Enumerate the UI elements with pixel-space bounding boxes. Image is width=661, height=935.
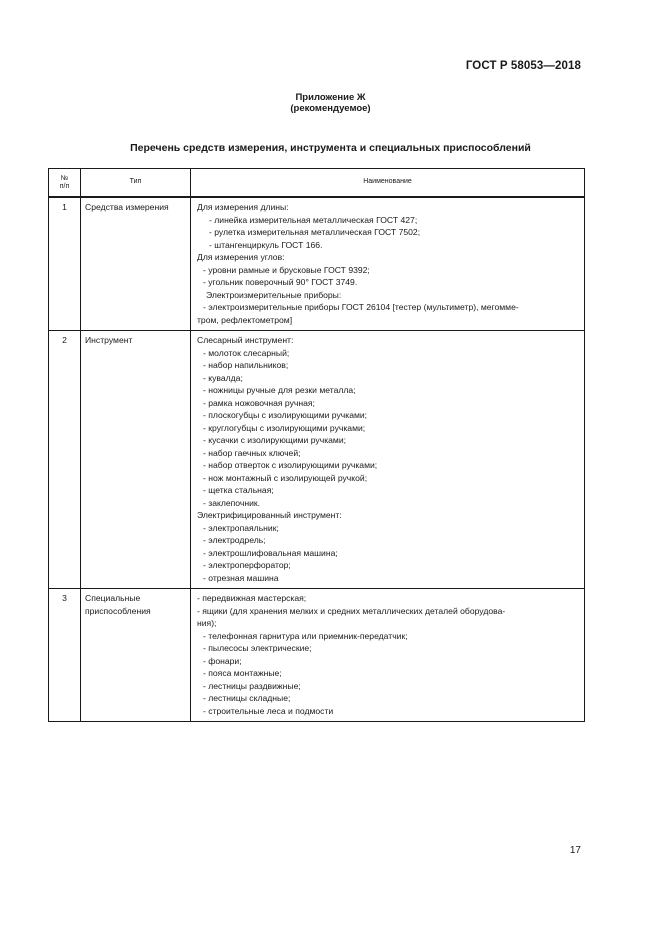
- type-line: Инструмент: [85, 335, 133, 345]
- column-header-number: [49, 169, 81, 198]
- row-items: [191, 197, 585, 331]
- list-item: - кувалда;: [203, 372, 243, 383]
- standard-number: ГОСТ Р 58053—2018: [465, 60, 581, 72]
- row-items: [191, 589, 585, 722]
- list-item: - электроперфоратор;: [203, 560, 291, 570]
- page-title: Перечень средств измерения, инструмента и специальных приспособлений: [130, 142, 531, 154]
- list-item: - набор гаечных ключей;: [203, 447, 301, 458]
- list-item: - штангенциркуль ГОСТ 166.: [209, 239, 323, 250]
- appendix-heading: [0, 92, 661, 114]
- list-item: - лестницы складные;: [203, 693, 291, 703]
- item-heading: Электроизмерительные приборы:: [206, 289, 342, 300]
- column-header-number-line2: п/п: [59, 182, 70, 190]
- list-item: - лестницы раздвижные;: [203, 680, 301, 691]
- table-header-row: [49, 169, 585, 198]
- list-item: - рулетка измерительная металлическая ГОСТ 7502;: [209, 227, 421, 237]
- type-line: Специальные: [85, 593, 141, 603]
- list-item: - рамка ножовочная ручная;: [203, 397, 315, 408]
- table-row: [49, 331, 585, 589]
- type-line: Средства измерения: [85, 202, 169, 212]
- row-number: 3: [49, 589, 81, 722]
- list-item: - заклепочник.: [203, 497, 261, 508]
- list-item: - фонари;: [203, 655, 242, 666]
- list-item: - нож монтажный с изолирующей ручкой;: [203, 472, 368, 483]
- list-item: - пылесосы электрические;: [203, 643, 312, 653]
- type-line: приспособления: [85, 605, 151, 616]
- list-item: - плоскогубцы с изолирующими ручками;: [203, 410, 368, 420]
- list-item: - передвижная мастерская;: [197, 593, 307, 603]
- list-item: - линейка измерительная металлическая ГОСТ 427;: [209, 214, 418, 225]
- row-type: [81, 197, 191, 331]
- list-item: - круглогубцы с изолирующими ручками;: [203, 422, 366, 433]
- list-item-continuation: тром, рефлектометром]: [197, 314, 293, 325]
- list-item: - ножницы ручные для резки металла;: [203, 385, 356, 395]
- item-heading: Для измерения длины:: [197, 202, 289, 212]
- list-item: - ящики (для хранения мелких и средних металлических деталей оборудова-: [197, 605, 506, 616]
- list-item: - электропаяльник;: [203, 522, 279, 533]
- list-item: - угольник поверочный 90° ГОСТ 3749.: [203, 277, 358, 287]
- list-item: - уровни рамные и брусковые ГОСТ 9392;: [203, 264, 370, 275]
- list-item: - электродрель;: [203, 535, 266, 545]
- row-number: 2: [49, 331, 81, 589]
- list-item: - телефонная гарнитура или приемник-передатчик;: [203, 630, 408, 641]
- list-item: - электрошлифовальная машина;: [203, 547, 338, 558]
- list-item: - пояса монтажные;: [203, 668, 282, 678]
- item-heading: Для измерения углов:: [197, 252, 285, 262]
- list-item: - набор напильников;: [203, 360, 289, 370]
- list-item: - молоток слесарный;: [203, 347, 290, 358]
- item-heading: Электрифицированный инструмент:: [197, 510, 342, 520]
- table-row: [49, 197, 585, 331]
- list-item: - кусачки с изолирующими ручками;: [203, 435, 347, 445]
- row-number: 1: [49, 197, 81, 331]
- row-items: [191, 331, 585, 589]
- row-type: [81, 331, 191, 589]
- column-header-name: Наименование: [191, 169, 585, 198]
- list-item: - отрезная машина: [203, 572, 279, 583]
- column-header-type: Тип: [81, 169, 191, 198]
- list-item: - электроизмерительные приборы ГОСТ 26104 [тестер (мультиметр), мегомме-: [203, 302, 519, 312]
- equipment-table: [48, 168, 585, 722]
- page-number: 17: [569, 845, 581, 856]
- appendix-title: Приложение Ж: [295, 92, 366, 103]
- table-row: [49, 589, 585, 722]
- appendix-subtitle: (рекомендуемое): [290, 103, 371, 114]
- row-type: [81, 589, 191, 722]
- list-item: - строительные леса и подмости: [203, 705, 334, 716]
- list-item: - набор отверток с изолирующими ручками;: [203, 460, 378, 470]
- column-header-number-line1: №: [60, 174, 69, 182]
- list-item-continuation: ния);: [197, 618, 217, 628]
- item-heading: Слесарный инструмент:: [197, 335, 294, 345]
- list-item: - щетка стальная;: [203, 485, 274, 495]
